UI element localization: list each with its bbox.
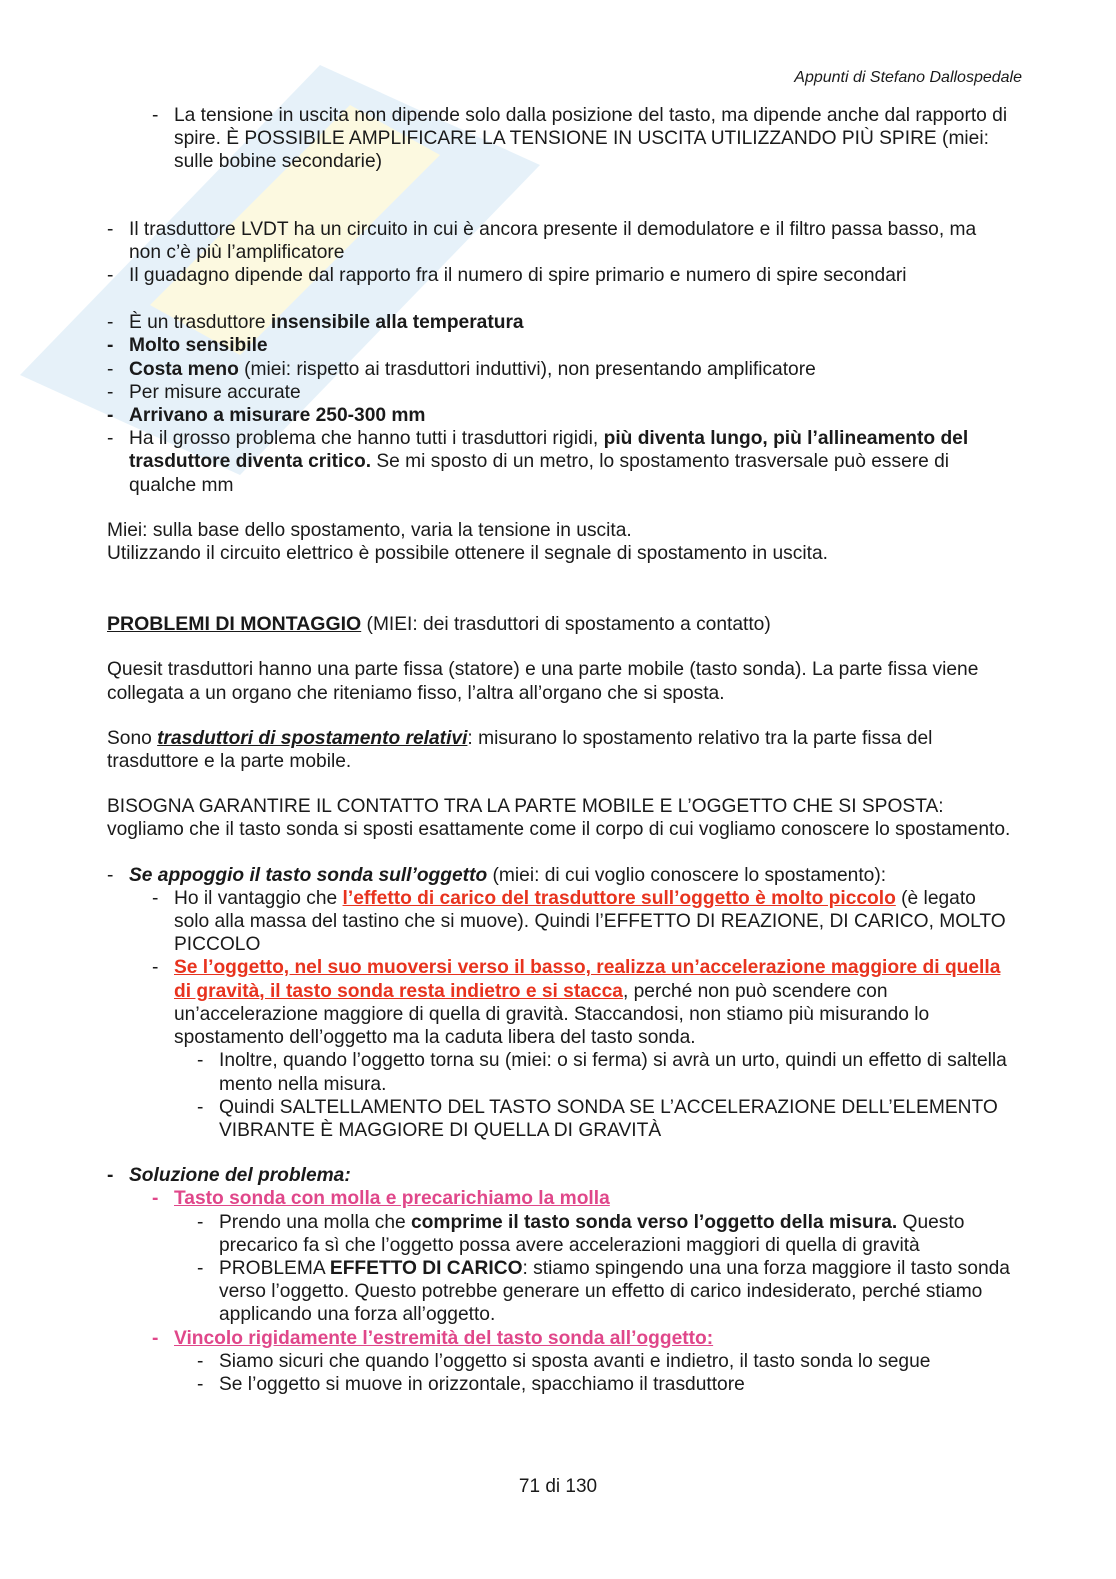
list-item: - PROBLEMA EFFETTO DI CARICO: stiamo spingendo una una forza maggiore il tasto sonda verso l’oggetto. Questo potrebbe generare un effetto di carico indesiderato, perché stiamo applicando una forza all’oggetto. [107,1257,1012,1327]
list-item: - È un trasduttore insensibile alla temperatura [107,311,1012,334]
list-item: - Ho il vantaggio che l’effetto di carico del trasduttore sull’oggetto è molto piccolo (è legato solo alla massa del tastino che si muove). Quindi l’EFFETTO DI REAZIONE, DI CARICO, MOLTO PICCOLO [107,887,1012,957]
list-item: - Costa meno (miei: rispetto ai trasduttori induttivi), non presentando amplificatore [107,358,1012,381]
list-item: - Quindi SALTELLAMENTO DEL TASTO SONDA SE L’ACCELERAZIONE DELL’ELEMENTO VIBRANTE È MAGGIORE DI QUELLA DI GRAVITÀ [107,1096,1012,1142]
list-item: - Soluzione del problema: [107,1164,1012,1187]
page-content [107,104,1012,1396]
list-item: - La tensione in uscita non dipende solo dalla posizione del tasto, ma dipende anche dal rapporto di spire. È POSSIBILE AMPLIFICARE LA TENSIONE IN USCITA UTILIZZANDO PIÙ SPIRE (miei: sulle bobine secondarie) [107,104,1012,174]
list-item: - Se l’oggetto si muove in orizzontale, spacchiamo il trasduttore [107,1373,1012,1396]
paragraph: Quesit trasduttori hanno una parte fissa (statore) e una parte mobile (tasto sonda). La parte fissa viene collegata a un organo che riteniamo fisso, l’altra all’organo che si sposta. [107,659,979,704]
list-item: - Tasto sonda con molla e precarichiamo la molla [107,1187,1012,1210]
page-number: 71 di 130 [518,1476,598,1497]
page-header: Appunti di Stefano Dallospedale [794,69,1022,86]
list-item: - Se appoggio il tasto sonda sull’oggetto (miei: di cui voglio conoscere lo spostamento): [107,864,1012,887]
list-item: - Prendo una molla che comprime il tasto sonda verso l’oggetto della misura. Questo precarico fa sì che l’oggetto possa avere accelerazioni maggiori di quella di gravità [107,1211,1012,1257]
list-item: - Inoltre, quando l’oggetto torna su (miei: o si ferma) si avrà un urto, quindi un effetto di saltella mento nella misura. [107,1049,1012,1095]
list-item: - Arrivano a misurare 250-300 mm [107,404,1012,427]
list-item: - Il trasduttore LVDT ha un circuito in cui è ancora presente il demodulatore e il filtro passa basso, ma non c’è più l’amplificatore [107,218,1012,264]
paragraph: Sono trasduttori di spostamento relativi: misurano lo spostamento relativo tra la parte fissa del trasduttore e la parte mobile. [107,727,933,773]
list-item: - Siamo sicuri che quando l’oggetto si sposta avanti e indietro, il tasto sonda lo segue [107,1350,1012,1373]
list-item: - Molto sensibile [107,334,1012,357]
paragraph: BISOGNA GARANTIRE IL CONTATTO TRA LA PARTE MOBILE E L’OGGETTO CHE SI SPOSTA: vogliamo che il tasto sonda si sposti esattamente come il corpo di cui vogliamo conoscere lo spostamento. [107,796,1011,841]
section-heading: PROBLEMI DI MONTAGGIO (MIEI: dei trasduttori di spostamento a contatto) [107,613,771,636]
list-item: - Ha il grosso problema che hanno tutti i trasduttori rigidi, più diventa lungo, più l’allineamento del trasduttore diventa critico. Se mi sposto di un metro, lo spostamento trasversale può essere di qualche mm [107,427,1012,497]
paragraph-miei: Miei: sulla base dello spostamento, varia la tensione in uscita. Utilizzando il circuito elettrico è possibile ottenere il segnale di spostamento in uscita. [107,519,828,565]
list-item: - Vincolo rigidamente l’estremità del tasto sonda all’oggetto: [107,1327,1012,1350]
list-item: - Per misure accurate [107,381,1012,404]
list-item: - Il guadagno dipende dal rapporto fra il numero di spire primario e numero di spire secondari [107,264,1012,287]
list-item: - Se l’oggetto, nel suo muoversi verso il basso, realizza un’accelerazione maggiore di quella di gravità, il tasto sonda resta indietro e si stacca, perché non può scendere con un’accelerazione maggiore di quella di gravità. Staccandosi, non stiamo più misurando lo spostamento dell’oggetto ma la caduta libera del tasto sonda. [107,956,1012,1049]
